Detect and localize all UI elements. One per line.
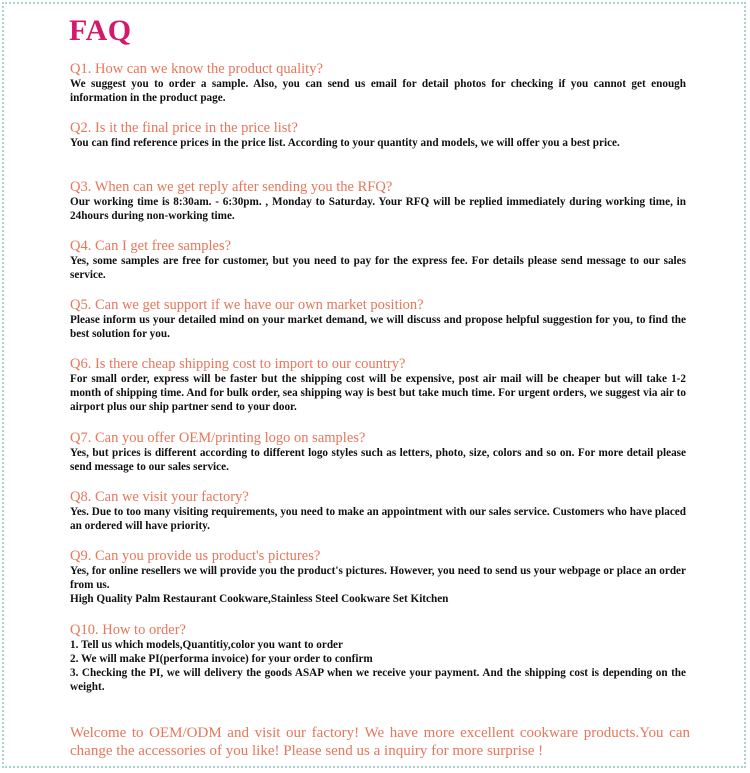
faq-answer-line: Yes. Due to too many visiting requirements, you need to make an appointment with our sales service. Customers who have placed an ordered will have priority. — [70, 506, 686, 532]
faq-answer-line: We suggest you to order a sample. Also, you can send us email for detail photos for checking if you cannot get enough information in the product page. — [70, 78, 686, 104]
page-title: FAQ — [69, 14, 132, 47]
faq-question: Q2. Is it the final price in the price list? — [70, 120, 298, 136]
faq-answer — [70, 564, 686, 606]
faq-question: Q6. Is there cheap shipping cost to import to our country? — [70, 356, 406, 372]
faq-answer — [70, 77, 686, 105]
faq-answer-line: For small order, express will be faster but the shipping cost will be expensive, post air mail will be cheaper but will take 1-2 month of shipping time. And for bulk order, sea shipping way is best but take much time. For urgent orders, we suggest via air to airport plus our ship partner send to your door. — [70, 373, 686, 413]
faq-item — [70, 622, 686, 694]
faq-item — [70, 489, 686, 533]
faq-item — [70, 356, 686, 414]
faq-answer-line: 2. We will make PI(performa invoice) for your order to confirm — [70, 653, 373, 665]
faq-answer-line: Please inform us your detailed mind on your market demand, we will discuss and propose helpful suggestion for you, to find the best solution for you. — [70, 314, 686, 340]
faq-answer-line: You can find reference prices in the price list. According to your quantity and models, we will offer you a best price. — [70, 137, 620, 149]
faq-answer — [70, 195, 686, 223]
faq-answer — [70, 638, 686, 694]
faq-question: Q8. Can we visit your factory? — [70, 489, 249, 505]
faq-item — [70, 238, 686, 282]
faq-answer — [70, 372, 686, 414]
faq-answer-line: 3. Checking the PI, we will delivery the goods ASAP when we receive your payment. And the shipping cost is depending on the weight. — [70, 667, 686, 693]
welcome-message: Welcome to OEM/ODM and visit our factory! We have more excellent cookware products.You can change the accessories of you like! Please send us a inquiry for more surprise ! — [70, 725, 690, 759]
faq-item — [70, 61, 686, 105]
faq-question: Q4. Can I get free samples? — [70, 238, 232, 254]
faq-answer — [70, 254, 686, 282]
faq-answer-line: Yes, for online resellers we will provide you the product's pictures. However, you need to send us your webpage or place an order from us. — [70, 565, 686, 591]
faq-answer-line: Yes, some samples are free for customer, but you need to pay for the express fee. For details please send message to our sales service. — [70, 255, 686, 281]
faq-answer-line: Our working time is 8:30am. - 6:30pm. , Monday to Saturday. Your RFQ will be replied immediately during working time, in 24hours during non-working time. — [70, 196, 686, 222]
faq-question: Q7. Can you offer OEM/printing logo on samples? — [70, 430, 366, 446]
faq-question: Q10. How to order? — [70, 622, 186, 638]
faq-answer-line: Yes, but prices is different according to different logo styles such as letters, photo, size, colors and so on. For more detail please send message to our sales service. — [70, 447, 686, 473]
faq-answer — [70, 136, 686, 150]
faq-item — [70, 297, 686, 341]
faq-answer — [70, 313, 686, 341]
faq-answer — [70, 505, 686, 533]
faq-answer-line: 1. Tell us which models,Quantitiy,color you want to order — [70, 639, 343, 651]
faq-item — [70, 548, 686, 606]
faq-item — [70, 179, 686, 223]
faq-answer-line: High Quality Palm Restaurant Cookware,Stainless Steel Cookware Set Kitchen — [70, 593, 449, 605]
faq-answer — [70, 446, 686, 474]
faq-question: Q9. Can you provide us product's pictures? — [70, 548, 321, 564]
faq-item — [70, 120, 686, 150]
faq-question: Q5. Can we get support if we have our own market position? — [70, 297, 424, 313]
faq-question: Q1. How can we know the product quality? — [70, 61, 323, 77]
faq-question: Q3. When can we get reply after sending you the RFQ? — [70, 179, 393, 195]
faq-item — [70, 430, 686, 474]
